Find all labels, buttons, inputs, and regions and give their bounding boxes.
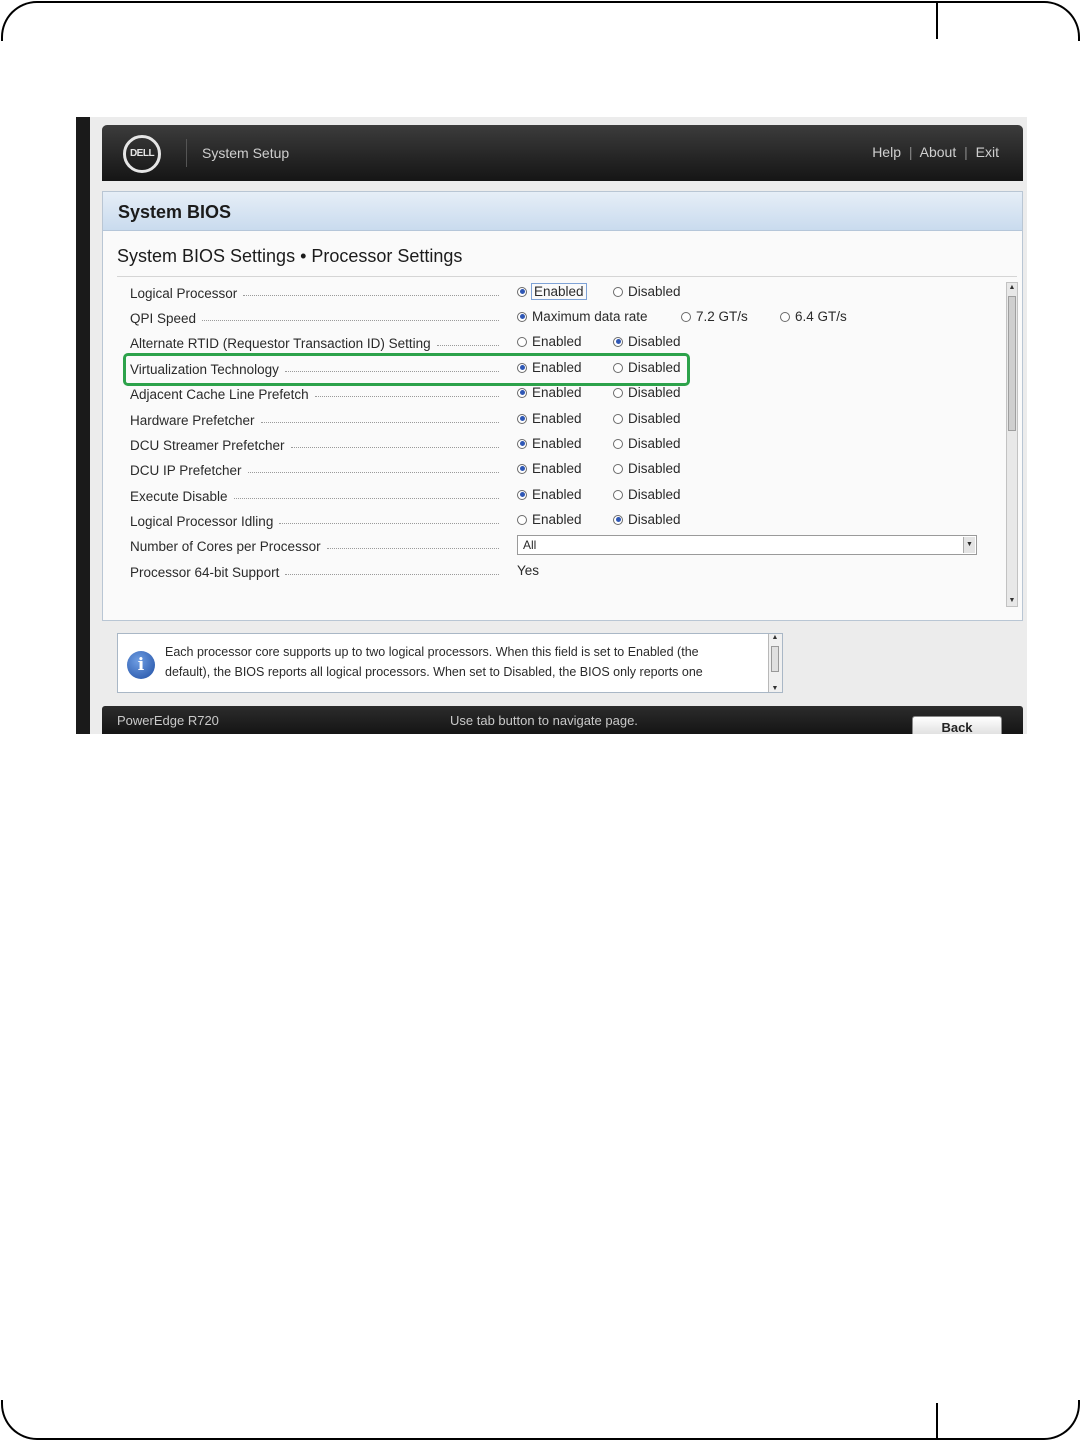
setting-label: Number of Cores per Processor (130, 538, 321, 554)
setting-label-wrap (130, 535, 499, 557)
dotted-leader (291, 447, 499, 448)
setting-label: Virtualization Technology (130, 361, 279, 377)
radio-option[interactable] (613, 512, 681, 527)
radio-selected-icon[interactable] (517, 414, 527, 424)
radio-option-label: Enabled (532, 512, 582, 527)
radio-selected-icon[interactable] (613, 337, 623, 347)
setting-label-wrap (130, 561, 499, 583)
radio-empty-icon[interactable] (613, 490, 623, 500)
radio-option-label: Enabled (532, 487, 582, 502)
setting-label-wrap (130, 383, 499, 405)
dotted-leader (261, 422, 499, 423)
dotted-leader (327, 548, 499, 549)
radio-option[interactable] (613, 436, 681, 451)
radio-option-label: Disabled (628, 360, 681, 375)
navigation-hint: Use tab button to navigate page. (450, 713, 638, 728)
page-frame-tick-top (936, 3, 938, 39)
radio-option[interactable] (613, 411, 681, 426)
setting-row (130, 485, 1000, 507)
about-link[interactable]: About (919, 144, 957, 160)
radio-empty-icon[interactable] (613, 414, 623, 424)
setting-row (130, 383, 1000, 405)
radio-option[interactable] (681, 309, 748, 324)
left-edge-bar (76, 117, 90, 734)
radio-option-label: Enabled (534, 284, 584, 299)
dotted-leader (243, 295, 499, 296)
app-title: System Setup (202, 145, 290, 161)
radio-selected-icon[interactable] (517, 287, 527, 297)
setting-label: Execute Disable (130, 488, 228, 504)
setting-row (130, 459, 1000, 481)
radio-empty-icon[interactable] (613, 439, 623, 449)
setting-label-wrap (130, 459, 499, 481)
bios-screenshot (76, 117, 1027, 734)
section-divider (117, 276, 1017, 277)
radio-option-label: Enabled (532, 385, 582, 400)
setting-row (130, 409, 1000, 431)
setting-label: Processor 64-bit Support (130, 564, 280, 580)
setting-label: Logical Processor (130, 285, 238, 301)
radio-option-label: Enabled (532, 334, 582, 349)
radio-option-label: Disabled (628, 334, 681, 349)
radio-option[interactable] (613, 487, 681, 502)
setting-label-wrap (130, 282, 499, 304)
radio-option[interactable] (517, 436, 582, 451)
setting-row (130, 434, 1000, 456)
radio-option-label: 6.4 GT/s (795, 309, 847, 324)
setting-label-wrap (130, 485, 499, 507)
radio-selected-icon[interactable] (517, 464, 527, 474)
setting-label: Adjacent Cache Line Prefetch (130, 386, 309, 402)
setting-label-wrap (130, 434, 499, 456)
settings-panel (102, 191, 1023, 621)
radio-empty-icon[interactable] (613, 287, 623, 297)
radio-option[interactable] (780, 309, 847, 324)
panel-title: System BIOS (118, 202, 232, 222)
radio-option[interactable] (613, 385, 681, 400)
radio-option[interactable] (517, 411, 582, 426)
radio-option-label: Disabled (628, 411, 681, 426)
help-link[interactable]: Help (872, 144, 901, 160)
setting-label-wrap (130, 510, 499, 532)
page-frame-bottom (1, 1400, 1080, 1440)
scroll-up-icon[interactable]: ▲ (1008, 284, 1016, 291)
dotted-leader (285, 371, 499, 372)
radio-option[interactable] (613, 284, 681, 299)
radio-option[interactable] (613, 461, 681, 476)
radio-option[interactable] (517, 487, 582, 502)
radio-option[interactable] (613, 334, 681, 349)
setting-label: Alternate RTID (Requestor Transaction ID) Setting (130, 335, 431, 351)
link-separator: | (908, 144, 913, 160)
radio-selected-icon[interactable] (517, 312, 527, 322)
panel-header (103, 192, 1022, 231)
radio-selected-icon[interactable] (517, 490, 527, 500)
setting-label: DCU IP Prefetcher (130, 462, 242, 478)
setting-label: DCU Streamer Prefetcher (130, 437, 285, 453)
setting-label: Logical Processor Idling (130, 513, 274, 529)
radio-option-label: Disabled (628, 487, 681, 502)
radio-option[interactable] (517, 334, 582, 349)
radio-option[interactable] (517, 284, 586, 299)
radio-empty-icon[interactable] (517, 515, 527, 525)
radio-empty-icon[interactable] (780, 312, 790, 322)
radio-option-label: Enabled (532, 436, 582, 451)
setting-label: QPI Speed (130, 310, 197, 326)
exit-link[interactable]: Exit (975, 144, 999, 160)
dotted-leader (279, 523, 499, 524)
radio-option[interactable] (517, 309, 648, 324)
setting-label-wrap (130, 358, 499, 380)
setting-row (130, 535, 1000, 557)
setting-label-wrap (130, 409, 499, 431)
dotted-leader (234, 498, 499, 499)
help-line: default), the BIOS reports all logical processors. When set to Disabled, the BIOS only reports one (165, 665, 703, 679)
help-scroll-down-icon[interactable]: ▼ (771, 685, 779, 692)
help-line: Each processor core supports up to two logical processors. When this field is set to Enabled (the (165, 645, 699, 659)
dotted-leader (248, 472, 499, 473)
radio-option-label: Maximum data rate (532, 309, 648, 324)
dotted-leader (285, 574, 499, 575)
cores-select[interactable] (517, 535, 977, 555)
radio-option[interactable] (517, 512, 582, 527)
setting-row (130, 332, 1000, 354)
radio-option-label: Disabled (628, 461, 681, 476)
help-scroll-up-icon[interactable]: ▲ (771, 634, 779, 641)
radio-option[interactable] (517, 360, 582, 375)
dotted-leader (202, 320, 499, 321)
help-scroll-thumb[interactable] (771, 646, 779, 672)
dotted-leader (315, 396, 499, 397)
radio-empty-icon[interactable] (681, 312, 691, 322)
info-icon: i (127, 651, 155, 679)
radio-option-label: Disabled (628, 385, 681, 400)
section-title: System BIOS Settings • Processor Settings (117, 246, 463, 266)
select-value: All (523, 538, 537, 552)
radio-selected-icon[interactable] (517, 439, 527, 449)
radio-option-label: Enabled (532, 411, 582, 426)
setting-value: Yes (517, 563, 540, 578)
radio-option-label: Disabled (628, 284, 681, 299)
setting-label-wrap (130, 332, 499, 354)
radio-option-label: 7.2 GT/s (696, 309, 748, 324)
radio-option[interactable] (517, 461, 582, 476)
help-scrollbar[interactable] (768, 634, 782, 692)
dotted-leader (437, 345, 499, 346)
system-model: PowerEdge R720 (117, 713, 219, 728)
help-box (117, 633, 783, 693)
dropdown-arrow-icon[interactable]: ▼ (963, 537, 975, 553)
setting-row (130, 282, 1000, 304)
radio-option[interactable] (517, 385, 582, 400)
settings-scrollbar[interactable] (1006, 282, 1018, 607)
radio-empty-icon[interactable] (613, 388, 623, 398)
radio-option-label: Disabled (628, 436, 681, 451)
dell-logo: DELL (123, 135, 161, 173)
radio-option-label: Disabled (628, 512, 681, 527)
radio-selected-icon[interactable] (613, 515, 623, 525)
radio-option-label: Enabled (532, 461, 582, 476)
radio-option[interactable] (613, 360, 681, 375)
help-text (165, 642, 755, 682)
scroll-down-icon[interactable]: ▼ (1008, 597, 1016, 604)
radio-selected-icon[interactable] (517, 388, 527, 398)
scroll-thumb[interactable] (1008, 296, 1016, 431)
setting-row (130, 358, 1000, 380)
page-frame-tick-bottom (936, 1403, 938, 1439)
radio-selected-icon[interactable] (517, 363, 527, 373)
top-bar (102, 125, 1023, 181)
radio-empty-icon[interactable] (613, 464, 623, 474)
setting-label: Hardware Prefetcher (130, 412, 255, 428)
footer-bar (102, 706, 1023, 734)
setting-label-wrap (130, 307, 499, 329)
back-button[interactable]: Back (912, 716, 1002, 734)
radio-empty-icon[interactable] (613, 363, 623, 373)
setting-row (130, 561, 1000, 583)
radio-empty-icon[interactable] (517, 337, 527, 347)
radio-option-label: Enabled (532, 360, 582, 375)
setting-row (130, 307, 1000, 329)
setting-row (130, 510, 1000, 532)
link-separator: | (964, 144, 968, 160)
page-frame-top (1, 1, 1080, 41)
logo-separator (186, 139, 187, 167)
top-links (872, 144, 999, 160)
